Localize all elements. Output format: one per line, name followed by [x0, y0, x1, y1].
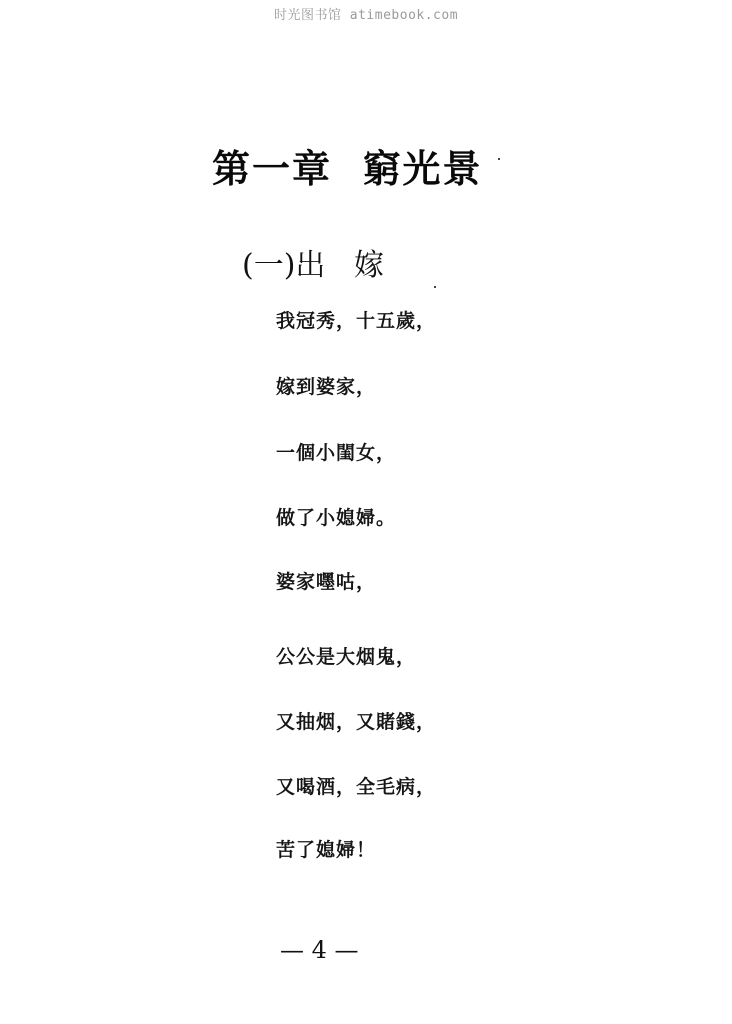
verse-line: 做了小媳婦。 — [276, 507, 397, 529]
verse-line: 婆家嚜咕， — [276, 571, 377, 593]
page-number: — 4 — — [280, 936, 359, 964]
chapter-title: 第一章 窮光景 — [212, 147, 483, 191]
verse-line: 又喝酒，全毛病， — [276, 776, 437, 798]
verse-line: 一個小閨女， — [276, 442, 397, 464]
watermark: 时光图书馆 atimebook.com — [273, 8, 459, 23]
verse-line: 嫁到婆家， — [276, 376, 377, 398]
verse-line: 公公是大烟鬼， — [276, 646, 417, 668]
scan-speck — [498, 158, 500, 160]
section-title: (一)出 嫁 — [242, 248, 385, 283]
verse-line: 我冠秀，十五歲， — [276, 310, 437, 332]
verse-line: 苦了媳婦！ — [276, 839, 377, 861]
scan-speck — [434, 286, 436, 288]
verse-line: 又抽烟，又賭錢， — [276, 711, 437, 733]
